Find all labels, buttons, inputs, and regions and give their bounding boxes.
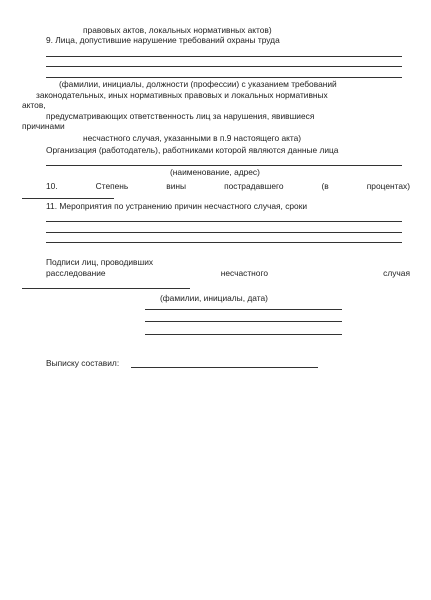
organization-line: Организация (работодатель), работниками которой являются данные лица [46,145,339,155]
item-10-word: 10. [46,181,58,191]
signatures-label-line-2 [46,268,410,278]
hint-persons-line-6: несчастного случая, указанными в п.9 настоящего акта) [83,133,302,143]
item-11-heading: 11. Мероприятия по устранению причин несчастного случая, сроки [46,201,308,211]
hint-persons-line-1: (фамилии, инициалы, должности (профессии) с указанием требований [59,79,337,89]
fill-line [46,221,402,222]
hint-persons-line-3: актов, [22,100,46,110]
fill-line [46,232,402,233]
hint-persons-line-5: причинами [22,121,65,131]
signature-line [145,309,342,310]
fill-line [22,198,114,199]
item-10-word: процентах) [366,181,410,191]
item-10-heading [46,181,410,191]
extract-compiled-line [131,367,318,368]
fill-line [46,66,402,67]
signature-line [145,321,342,322]
hint-signatures: (фамилии, инициалы, дата) [160,293,268,303]
extract-compiled-label: Выписку составил: [46,358,120,368]
signatures-word: расследование [46,268,106,278]
fill-line [46,56,402,57]
item-10-word: (в [321,181,329,191]
signatures-word: несчастного [220,268,268,278]
signatures-label-line-1: Подписи лиц, проводивших [46,257,154,267]
item-10-word: Степень [95,181,129,191]
fill-line [22,288,190,289]
item-10-word: пострадавшего [224,181,284,191]
fill-line [46,77,402,78]
hint-organization: (наименование, адрес) [170,167,260,177]
top-line-text: правовых актов, локальных нормативных актов) [83,25,272,35]
hint-persons-line-4: предусматривающих ответственность лиц за нарушения, явившиеся [46,111,315,121]
signatures-word: случая [383,268,410,278]
hint-persons-line-2: законодательных, иных нормативных правовых и локальных нормативных [36,90,328,100]
fill-line [46,165,402,166]
item-9-heading: 9. Лица, допустившие нарушение требований охраны труда [46,35,280,45]
fill-line [46,242,402,243]
item-10-word: вины [166,181,187,191]
signature-line [145,334,342,335]
